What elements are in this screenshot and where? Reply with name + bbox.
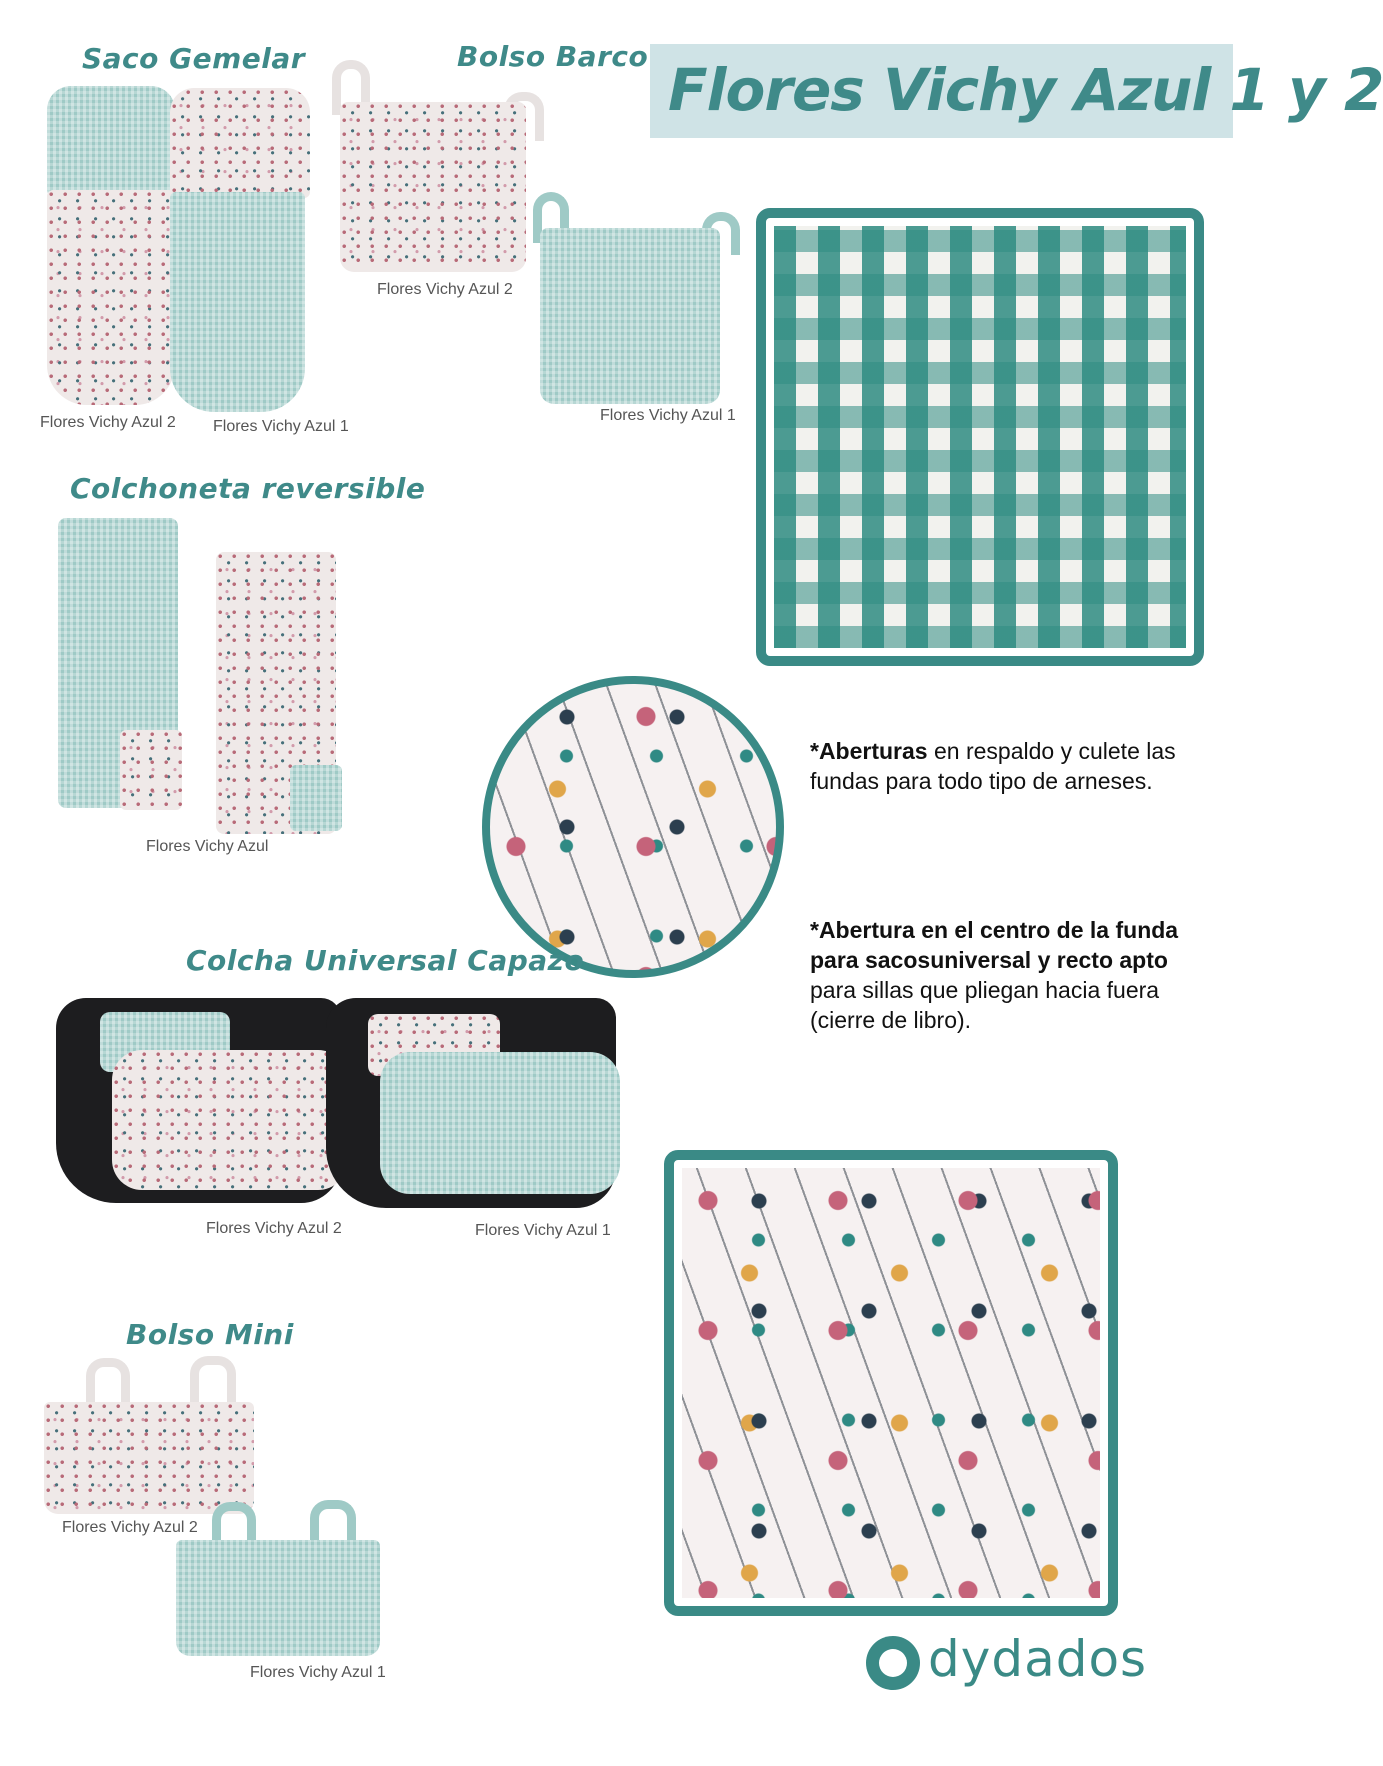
gingham-swatch-image: [774, 226, 1186, 648]
colcha-caption-2: Flores Vichy Azul 1: [475, 1222, 611, 1239]
floral-swatch-frame: [664, 1150, 1118, 1616]
gingham-swatch-frame: [756, 208, 1204, 666]
bolso-mini-caption-1: Flores Vichy Azul 2: [62, 1519, 198, 1536]
colchoneta-1-fold-image: [120, 730, 182, 810]
title-banner: [650, 44, 1383, 138]
bolso-barco-caption-1: Flores Vichy Azul 2: [377, 281, 513, 298]
note-abertura-centro: [810, 915, 1220, 1035]
saco-1-image: [47, 190, 175, 405]
note-aberturas: [810, 736, 1210, 796]
saco-1-top-image: [47, 86, 175, 196]
note-abertura-centro-bold: *Abertura en el centro de la funda para sacosuniversal y recto apto: [810, 917, 1179, 973]
colchoneta-2-fold-image: [290, 765, 342, 831]
bolso-barco-caption-2: Flores Vichy Azul 1: [600, 407, 736, 424]
note-aberturas-text: en respaldo y culete las fundas para todo tipo de arneses.: [810, 738, 1176, 794]
saco-2-image: [170, 192, 305, 412]
opening-detail-photo: [482, 676, 784, 978]
bolso-mini-caption-2: Flores Vichy Azul 1: [250, 1664, 386, 1681]
section-title-colcha: Colcha Universal Capazo: [186, 944, 585, 977]
bolso-barco-2-image: [340, 102, 526, 272]
bolso-mini-1-image: [176, 1540, 380, 1656]
saco-2-top-image: [170, 88, 310, 198]
note-abertura-centro-text: para sillas que pliegan hacia fuera (cierre de libro).: [810, 977, 1160, 1033]
note-aberturas-bold: *Aberturas: [810, 738, 928, 764]
section-title-saco-gemelar: Saco Gemelar: [82, 42, 306, 75]
colchoneta-caption: Flores Vichy Azul: [146, 838, 269, 855]
capazo-1-cover-image: [112, 1050, 348, 1190]
saco-caption-1: Flores Vichy Azul 2: [40, 414, 176, 431]
bolso-mini-2-image: [44, 1402, 254, 1514]
saco-caption-2: Flores Vichy Azul 1: [213, 418, 349, 435]
floral-swatch-image: [682, 1168, 1100, 1598]
capazo-2-cover-image: [380, 1052, 620, 1194]
section-title-bolso-barco: Bolso Barco: [457, 40, 649, 73]
page-title: Flores Vichy Azul 1 y 2: [668, 56, 1383, 124]
section-title-colchoneta: Colchoneta reversible: [70, 472, 426, 505]
brand-logo-icon: [866, 1636, 920, 1690]
colcha-caption-1: Flores Vichy Azul 2: [206, 1220, 342, 1237]
brand-logo: [866, 1630, 1146, 1700]
section-title-bolso-mini: Bolso Mini: [126, 1318, 294, 1351]
bolso-barco-1-image: [540, 228, 720, 404]
brand-logo-text: dydados: [928, 1630, 1148, 1688]
